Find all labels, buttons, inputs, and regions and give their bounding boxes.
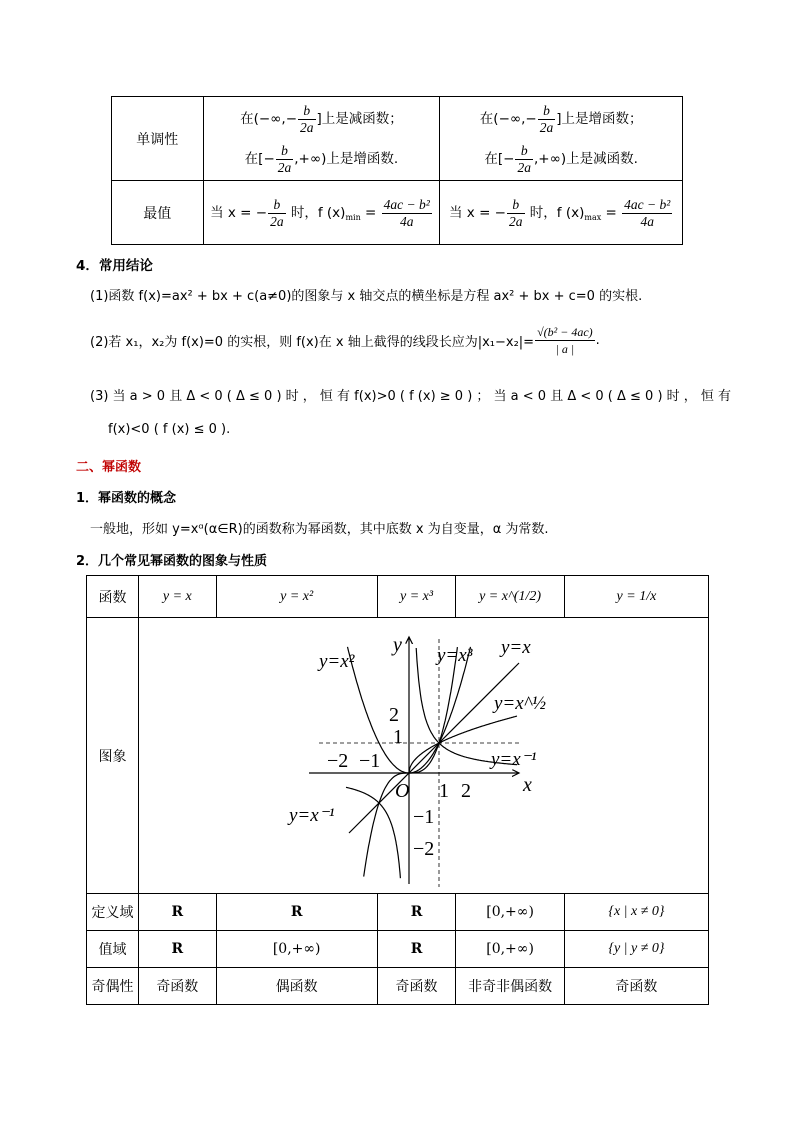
label-y-x3: y=x³ [437, 644, 473, 666]
extreme-left-cell: 当 x = − $\frac{b}{2a}$ 时，f $(x)_{min}$ = $\frac{\text{4ac − b²}}{4a}$ [203, 181, 440, 245]
label-y-sqrt: y=x^½ [494, 692, 546, 714]
y-axis-label: y [393, 633, 402, 656]
header-y-sqrt: y = x^(1/2) [456, 576, 565, 618]
range-cell-1: R [139, 931, 217, 968]
power-functions-graph [139, 619, 699, 893]
parity-cell-3: 奇函数 [377, 968, 456, 1005]
header-y-inv: y = 1/x [564, 576, 708, 618]
range-cell-5: {y | y ≠ 0} [564, 931, 708, 968]
monotonic-right-line1: 在(−∞,− $\frac{b}{2a}$ ]上是增函数； [479, 102, 643, 135]
domain-cell-1: R [139, 894, 217, 931]
label-y-x: y=x [501, 636, 531, 658]
x-tick-neg2: −2 [327, 749, 349, 772]
domain-cell-2: R [216, 894, 377, 931]
header-y-x3: y = x³ [377, 576, 456, 618]
section4-title: 4．常用结论 [76, 258, 153, 274]
parity-cell-1: 奇函数 [139, 968, 217, 1005]
header-y-x: y = x [139, 576, 217, 618]
label-y-x2: y=x² [319, 650, 355, 672]
x-tick-2: 2 [461, 779, 472, 802]
monotonic-right-line2: 在[− $\frac{b}{2a}$ ,+∞)上是减函数. [484, 142, 638, 175]
section4-item2: (2)若 x₁，x₂为 f(x)=0 的实根，则 f(x)在 x 轴上截得的线段长应为|x₁−x₂|= $\frac{\text{√(b² − 4ac)}}{| a |}$ . [90, 324, 600, 356]
parity-cell-4: 非奇非偶函数 [456, 968, 565, 1005]
row-parity-label: 奇偶性 [87, 968, 139, 1005]
section-two-sub2-title: 2．几个常见幂函数的图象与性质 [76, 554, 268, 569]
header-y-x2: y = x² [216, 576, 377, 618]
range-cell-3: R [377, 931, 456, 968]
domain-cell-5: {x | x ≠ 0} [564, 894, 708, 931]
y-tick-neg1: −1 [413, 805, 435, 828]
graph-cell [139, 618, 709, 894]
header-function: 函数 [87, 576, 139, 618]
quadratic-properties-table [111, 96, 683, 245]
curve-y-inv-q3 [346, 787, 400, 878]
section4-item3-line2: f(x)<0 ( f (x) ≤ 0 ). [108, 422, 231, 437]
monotonic-left-cell [203, 97, 440, 181]
domain-cell-3: R [377, 894, 456, 931]
power-functions-table [86, 575, 709, 1005]
y-tick-1: 1 [393, 725, 404, 748]
section4-item1: (1)函数 f(x)=ax² + bx + c(a≠0)的图象与 x 轴交点的横坐标是方程 ax² + bx + c=0 的实根. [90, 289, 643, 304]
section-two-sub1-title: 1．幂函数的概念 [76, 491, 177, 506]
label-y-inv-left: y=x⁻¹ [289, 804, 335, 826]
x-tick-1: 1 [439, 779, 450, 802]
section4-item3-line1: (3) 当 a > 0 且 Δ < 0 ( Δ ≤ 0 ) 时 ， 恒 有 f(x)>0 ( f (x) ≥ 0 ) ； 当 a < 0 且 Δ < 0 ( Δ ≤ 0 ) 时 ， 恒 有 [90, 389, 732, 404]
section-two-title: 二、幂函数 [76, 460, 142, 475]
parity-cell-2: 偶函数 [216, 968, 377, 1005]
domain-cell-4: [0,+∞) [456, 894, 565, 931]
row-domain-label: 定义域 [87, 894, 139, 931]
parity-cell-5: 奇函数 [564, 968, 708, 1005]
range-cell-4: [0,+∞) [456, 931, 565, 968]
graph-label: 图象 [87, 618, 139, 894]
label-y-inv-right: y=x⁻¹ [491, 748, 537, 770]
y-tick-2: 2 [389, 703, 400, 726]
y-tick-neg2: −2 [413, 837, 435, 860]
range-cell-2: [0,+∞) [216, 931, 377, 968]
monotonic-label: 单调性 [112, 97, 204, 181]
monotonic-left-line2: 在[− $\frac{b}{2a}$ ,+∞)上是增函数. [244, 142, 399, 175]
row-range-label: 值域 [87, 931, 139, 968]
monotonic-left-line1: 在(−∞,− $\frac{b}{2a}$ ]上是减函数； [240, 102, 403, 135]
x-tick-neg1: −1 [359, 749, 381, 772]
extreme-right-cell: 当 x = − $\frac{b}{2a}$ 时，f $(x)_{max}$ = $\frac{\text{4ac − b²}}{4a}$ [440, 181, 683, 245]
section-two-sub1-text: 一般地，形如 y=xᵅ(α∈R)的函数称为幂函数，其中底数 x 为自变量，α 为常数. [90, 522, 549, 537]
origin-label: O [395, 779, 410, 802]
extreme-label: 最值 [112, 181, 204, 245]
x-axis-label: x [523, 773, 532, 796]
monotonic-right-cell [440, 97, 683, 181]
